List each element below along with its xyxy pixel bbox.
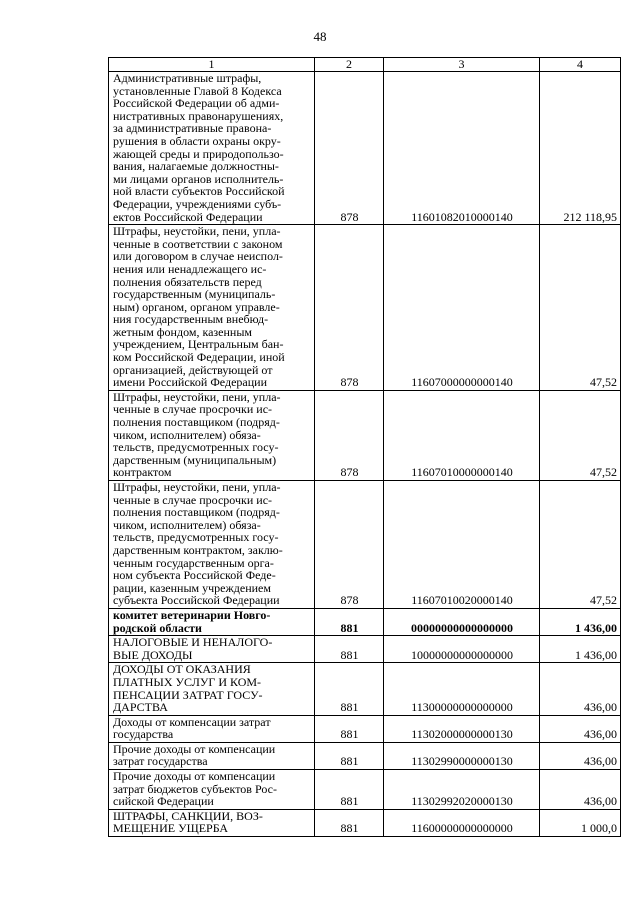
- row-name-text: Доходы от компенсации затрат государства: [113, 715, 271, 742]
- admin-code-cell: 881: [315, 608, 384, 635]
- table-row: [109, 608, 621, 635]
- table-row: [109, 663, 621, 715]
- row-name-text: Административные штрафы, установленные Главой 8 Кодекса Российской Федерации об адми- нистративных правонарушениях, за административные правона- рушения в области охраны окру- жающей среды и природопользо- вания, налагаемые должностны- ми лицами органов исполнитель- ной власти субъектов Российской Федерации, учреждениями субъ- ектов Российской Федерации: [113, 71, 285, 224]
- revenue-code-cell: 11607000000000140: [384, 225, 540, 391]
- revenue-code-cell: 11600000000000000: [384, 809, 540, 836]
- revenue-code-cell: 11302990000000130: [384, 742, 540, 769]
- admin-code-cell: 878: [315, 225, 384, 391]
- row-name-text: Прочие доходы от компенсации затрат бюджетов субъектов Рос- сийской Федерации: [113, 769, 277, 809]
- table-row: [109, 770, 621, 810]
- revenue-code-cell: 00000000000000000: [384, 608, 540, 635]
- table-row: [109, 225, 621, 391]
- row-name-text: Штрафы, неустойки, пени, упла- ченные в случае просрочки ис- полнения поставщиком (подряд- чиком, исполнителем) обяза- тельств, предусмотренных госу- дарственным контрактом, заклю- ченным государственным орга- ном субъекта Российской Феде- рации, казенным учреждением субъекта Российской Федерации: [113, 480, 283, 608]
- column-header: 4: [540, 58, 621, 72]
- amount-cell: 436,00: [540, 715, 621, 742]
- table-row: [109, 636, 621, 663]
- row-name-cell: [109, 809, 315, 836]
- row-name-cell: [109, 72, 315, 225]
- admin-code-cell: 881: [315, 809, 384, 836]
- row-name-cell: [109, 770, 315, 810]
- amount-cell: 47,52: [540, 390, 621, 480]
- row-name-text: ДОХОДЫ ОТ ОКАЗАНИЯ ПЛАТНЫХ УСЛУГ И КОМ- ПЕНСАЦИИ ЗАТРАТ ГОСУ- ДАРСТВА: [113, 662, 263, 715]
- revenue-code-cell: 11302992020000130: [384, 770, 540, 810]
- admin-code-cell: 881: [315, 715, 384, 742]
- row-name-cell: [109, 225, 315, 391]
- column-header: 1: [109, 58, 315, 72]
- table-row: [109, 742, 621, 769]
- revenue-table: [108, 57, 621, 837]
- row-name-cell: [109, 663, 315, 715]
- row-name-cell: [109, 636, 315, 663]
- table-row: [109, 390, 621, 480]
- amount-cell: 47,52: [540, 225, 621, 391]
- admin-code-cell: 878: [315, 481, 384, 609]
- column-header: 3: [384, 58, 540, 72]
- row-name-cell: [109, 390, 315, 480]
- amount-cell: 1 000,0: [540, 809, 621, 836]
- revenue-code-cell: 11607010000000140: [384, 390, 540, 480]
- amount-cell: 1 436,00: [540, 636, 621, 663]
- revenue-code-cell: 11607010020000140: [384, 481, 540, 609]
- row-name-cell: [109, 715, 315, 742]
- revenue-code-cell: 11302000000000130: [384, 715, 540, 742]
- amount-cell: 1 436,00: [540, 608, 621, 635]
- admin-code-cell: 881: [315, 770, 384, 810]
- row-name-text: Штрафы, неустойки, пени, упла- ченные в соответствии с законом или договором в случае неиспол- нения или ненадлежащего ис- полнения обязательств перед государственным (муниципаль- ным) органом, органом управле- ния государственным внебюд- жетным фондом, казенным учреждением, Центральным бан- ком Российской Федерации, иной организацией, действующей от имени Российской Федерации: [113, 224, 285, 390]
- row-name-cell: [109, 481, 315, 609]
- amount-cell: 436,00: [540, 770, 621, 810]
- row-name-text: НАЛОГОВЫЕ И НЕНАЛОГО- ВЫЕ ДОХОДЫ: [113, 635, 273, 662]
- row-name-cell: [109, 608, 315, 635]
- admin-code-cell: 878: [315, 390, 384, 480]
- row-name-text: ШТРАФЫ, САНКЦИИ, ВОЗ- МЕЩЕНИЕ УЩЕРБА: [113, 809, 263, 836]
- amount-cell: 436,00: [540, 742, 621, 769]
- row-name-cell: [109, 742, 315, 769]
- admin-code-cell: 881: [315, 742, 384, 769]
- column-header: 2: [315, 58, 384, 72]
- row-name-text: Штрафы, неустойки, пени, упла- ченные в случае просрочки ис- полнения поставщиком (подряд- чиком, исполнителем) обяза- тельств, предусмотренных госу- дарственным (муниципальным) контрактом: [113, 390, 281, 480]
- admin-code-cell: 881: [315, 636, 384, 663]
- table-row: [109, 72, 621, 225]
- amount-cell: 436,00: [540, 663, 621, 715]
- admin-code-cell: 881: [315, 663, 384, 715]
- revenue-code-cell: 11300000000000000: [384, 663, 540, 715]
- revenue-code-cell: 11601082010000140: [384, 72, 540, 225]
- revenue-code-cell: 10000000000000000: [384, 636, 540, 663]
- amount-cell: 47,52: [540, 481, 621, 609]
- amount-cell: 212 118,95: [540, 72, 621, 225]
- admin-code-cell: 878: [315, 72, 384, 225]
- header-row: [109, 58, 621, 72]
- table-row: [109, 481, 621, 609]
- row-name-text: Прочие доходы от компенсации затрат государства: [113, 742, 276, 769]
- table-row: [109, 715, 621, 742]
- page-number: 48: [313, 29, 327, 44]
- table-row: [109, 809, 621, 836]
- row-name-text: комитет ветеринарии Новго- родской области: [113, 608, 271, 635]
